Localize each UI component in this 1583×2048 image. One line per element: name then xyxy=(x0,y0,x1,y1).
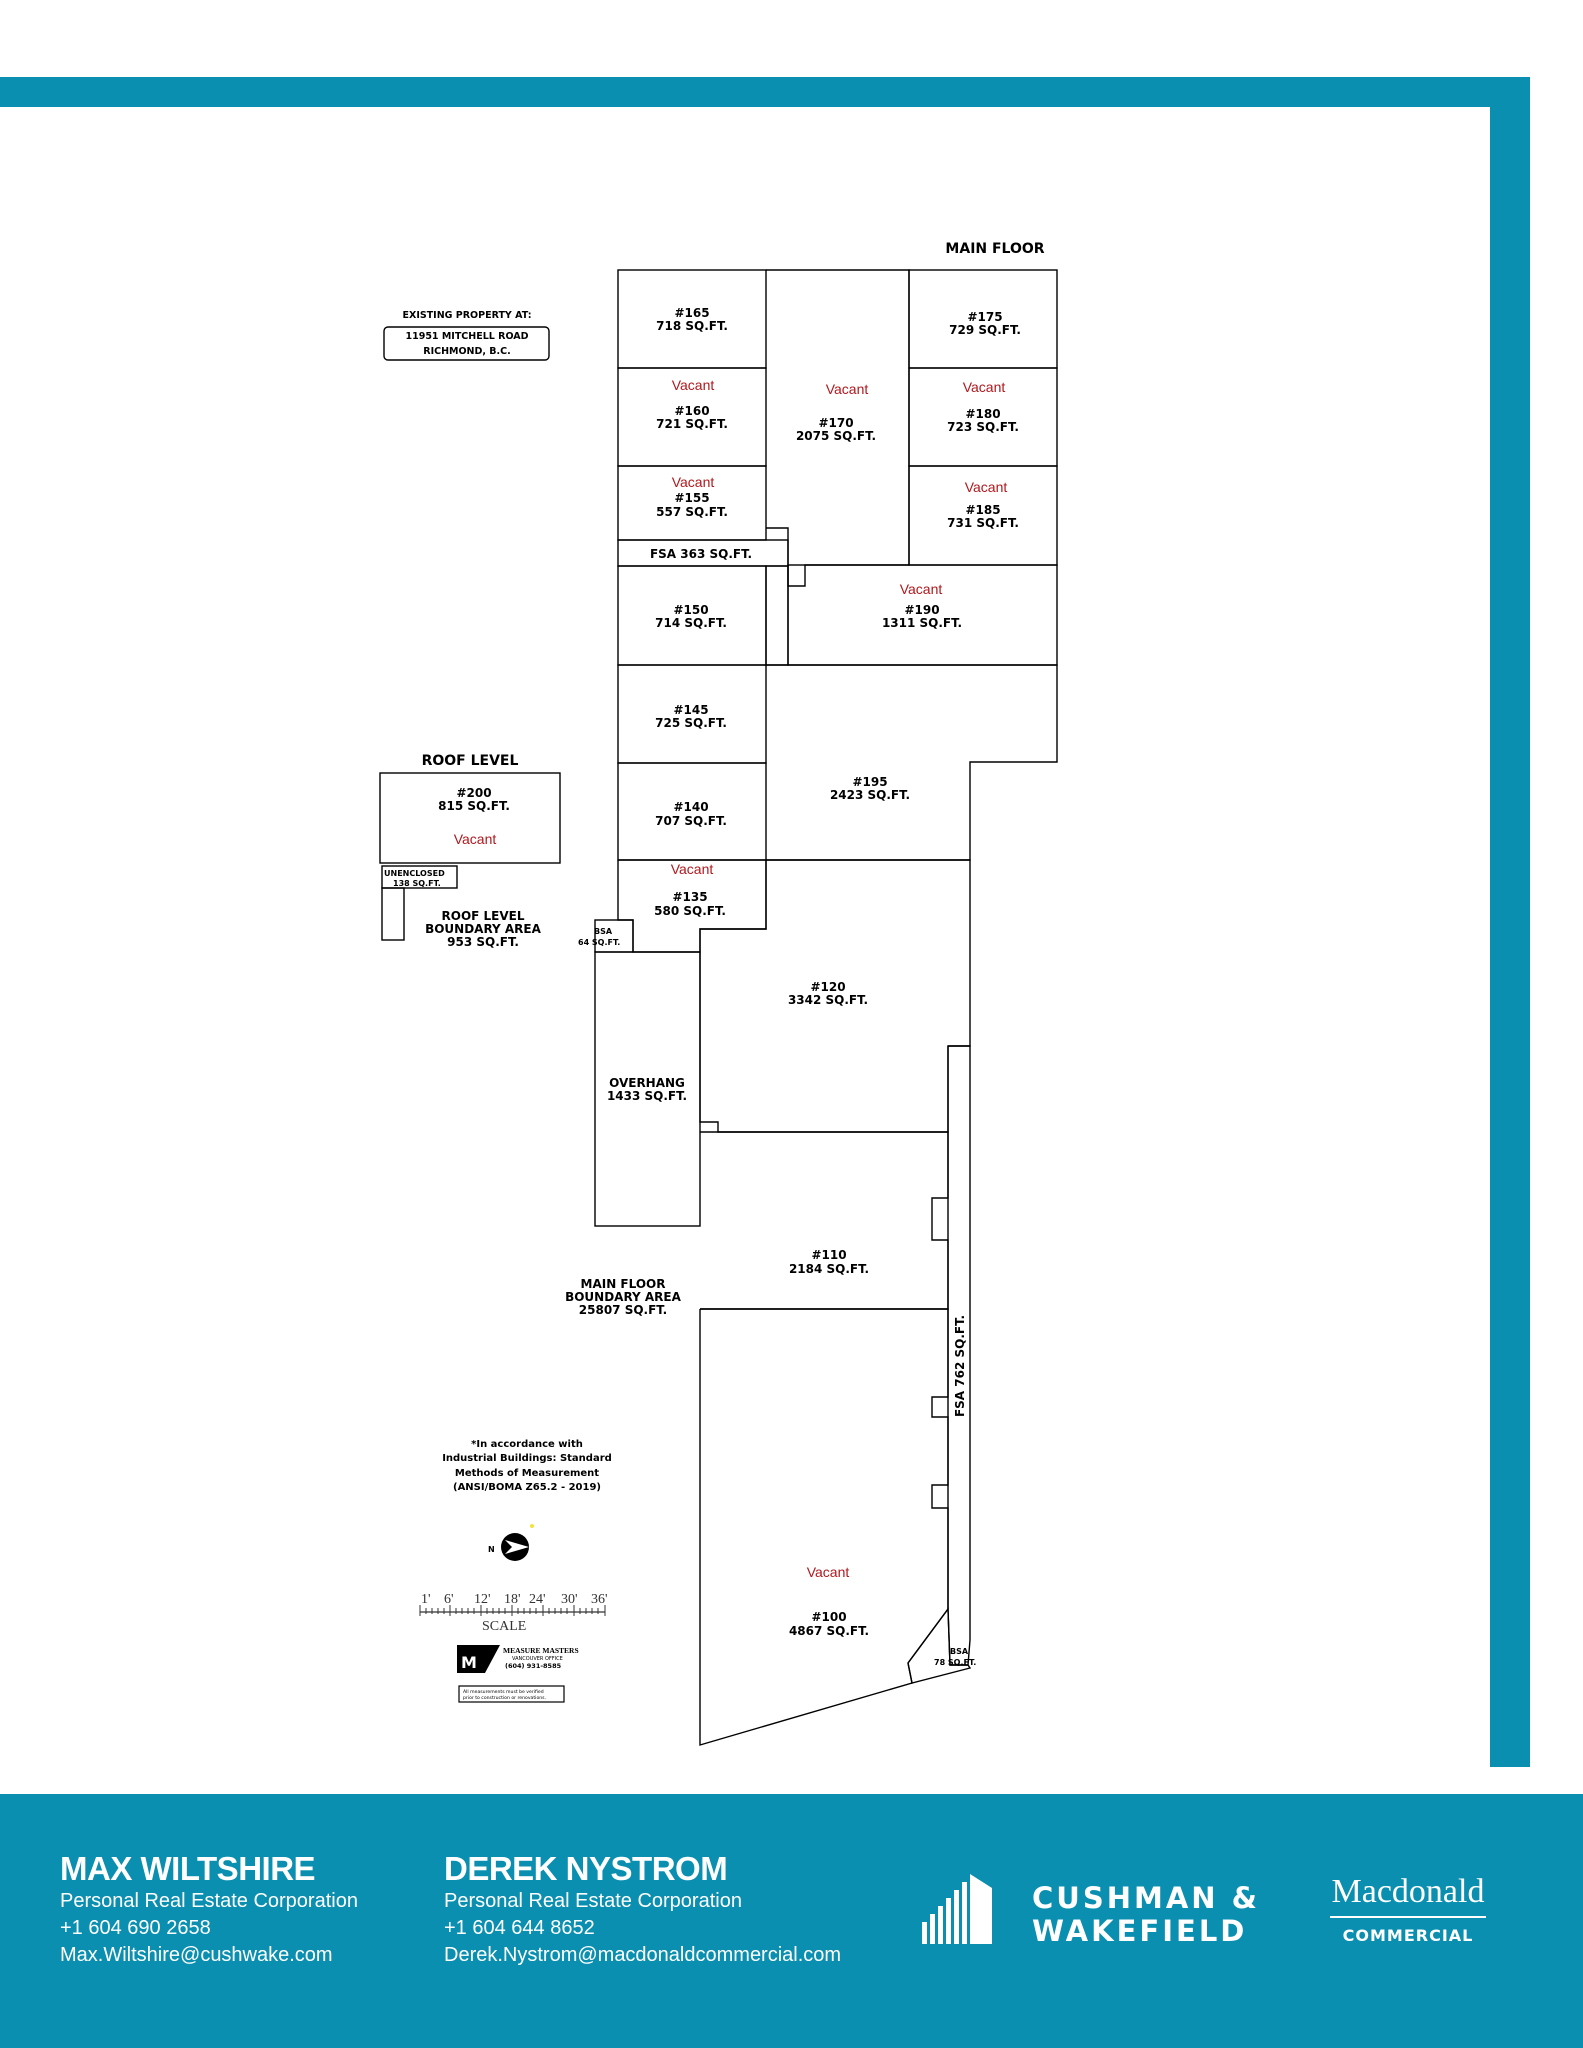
unit-185-number: #185 xyxy=(965,503,1001,517)
unit-135-vacant: Vacant xyxy=(670,861,714,877)
roof-boundary-line3: 953 SQ.FT. xyxy=(447,935,519,949)
roof-boundary-line1: ROOF LEVEL xyxy=(441,909,525,923)
main-boundary-line1: MAIN FLOOR xyxy=(580,1277,666,1291)
standard-note-line4: (ANSI/BOMA Z65.2 - 2019) xyxy=(453,1482,601,1493)
unit-120-number: #120 xyxy=(810,980,846,994)
unit-100-area: 4867 SQ.FT. xyxy=(788,1624,870,1638)
unit-140-area: 707 SQ.FT. xyxy=(655,814,727,828)
cw-line1: CUSHMAN & xyxy=(1032,1881,1260,1915)
overhang-label: OVERHANG xyxy=(609,1076,685,1090)
unit-155-vacant: Vacant xyxy=(671,474,715,490)
agent-phone[interactable]: +1 604 690 2658 xyxy=(60,1917,211,1939)
unit-135-area: 580 SQ.FT. xyxy=(654,904,726,918)
unit-200-vacant: Vacant xyxy=(453,831,497,847)
north-arrow-icon xyxy=(501,1524,534,1561)
unit-145-area: 725 SQ.FT. xyxy=(655,716,727,730)
fsa-363-label: FSA 363 SQ.FT. xyxy=(649,547,753,561)
standard-note-line3: Methods of Measurement xyxy=(454,1468,600,1479)
unit-185-area: 731 SQ.FT. xyxy=(947,516,1019,530)
disclaimer-line1: All measurements must be verified xyxy=(463,1690,544,1695)
unit-180-number: #180 xyxy=(965,407,1001,421)
unit-180-area: 723 SQ.FT. xyxy=(947,420,1019,434)
agent-derek-nystrom xyxy=(444,1850,841,1969)
agent-max-wiltshire xyxy=(60,1850,358,1969)
unit-195-area: 2423 SQ.FT. xyxy=(829,788,911,802)
standard-note-line1: *In accordance with xyxy=(471,1439,583,1450)
room-195 xyxy=(766,665,1057,860)
scale-tick-30: 30' xyxy=(561,1592,578,1607)
unit-185-vacant: Vacant xyxy=(964,479,1008,495)
mac-rule xyxy=(1330,1916,1486,1918)
unit-190-number: #190 xyxy=(904,603,940,617)
unit-160-number: #160 xyxy=(674,404,710,418)
bsa-64-area: 64 SQ.FT. xyxy=(578,938,621,947)
agent-email[interactable]: Derek.Nystrom@macdonaldcommercial.com xyxy=(444,1944,842,1966)
svg-text:M: M xyxy=(461,1653,477,1672)
agent-phone[interactable]: +1 604 644 8652 xyxy=(444,1917,595,1939)
unit-195-number: #195 xyxy=(852,775,888,789)
unit-145-number: #145 xyxy=(673,703,709,717)
agent-title: Personal Real Estate Corporation xyxy=(444,1890,742,1912)
bsa-78-label: BSA xyxy=(950,1647,969,1656)
main-boundary-line2: BOUNDARY AREA xyxy=(565,1290,681,1304)
scale-label: SCALE xyxy=(482,1619,527,1634)
unit-200-number: #200 xyxy=(456,786,492,800)
measure-masters-phone: (604) 931-8585 xyxy=(505,1662,562,1670)
unit-100-vacant: Vacant xyxy=(806,1564,850,1580)
scale-tick-6: 6' xyxy=(444,1592,454,1607)
unit-170-vacant: Vacant xyxy=(825,381,869,397)
scale-tick-18: 18' xyxy=(504,1592,521,1607)
unit-140-number: #140 xyxy=(673,800,709,814)
agent-email[interactable]: Max.Wiltshire@cushwake.com xyxy=(60,1944,333,1966)
address-line2: RICHMOND, B.C. xyxy=(423,346,511,357)
scale-tick-12: 12' xyxy=(474,1592,491,1607)
bsa-78-area: 78 SQ.FT. xyxy=(934,1658,977,1667)
overhang-area: 1433 SQ.FT. xyxy=(606,1089,688,1103)
unenclosed-area: 138 SQ.FT. xyxy=(393,879,441,888)
north-letter: N xyxy=(488,1545,495,1554)
room-110 xyxy=(700,1132,948,1309)
unit-100-number: #100 xyxy=(811,1610,847,1624)
cushman-wakefield-logo xyxy=(922,1874,1262,1954)
unit-170-number: #170 xyxy=(818,416,854,430)
room-bsa-64 xyxy=(595,920,633,952)
unit-150-number: #150 xyxy=(673,603,709,617)
measure-masters-logo-icon xyxy=(457,1645,500,1673)
cushman-wakefield-buildings-icon xyxy=(922,1874,992,1944)
scale-tick-36: 36' xyxy=(591,1592,608,1607)
property-heading: EXISTING PROPERTY AT: xyxy=(402,310,532,321)
unit-175-area: 729 SQ.FT. xyxy=(949,323,1021,337)
corridor-strip xyxy=(766,566,788,665)
unit-110-area: 2184 SQ.FT. xyxy=(788,1262,870,1276)
roof-boundary-line2: BOUNDARY AREA xyxy=(425,922,541,936)
unit-170-area: 2075 SQ.FT. xyxy=(795,429,877,443)
scale-tick-1: 1' xyxy=(421,1592,431,1607)
main-boundary-line3: 25807 SQ.FT. xyxy=(578,1303,668,1317)
unit-190-area: 1311 SQ.FT. xyxy=(881,616,963,630)
unit-155-number: #155 xyxy=(674,491,710,505)
roof-level-title: ROOF LEVEL xyxy=(421,753,519,769)
agent-name: DEREK NYSTROM xyxy=(444,1850,728,1887)
measure-masters-office: VANCOUVER OFFICE xyxy=(512,1656,563,1662)
address-line1: 11951 MITCHELL ROAD xyxy=(405,331,529,342)
unit-120-area: 3342 SQ.FT. xyxy=(787,993,869,1007)
unit-165-number: #165 xyxy=(674,306,710,320)
mac-sub: COMMERCIAL xyxy=(1342,1926,1474,1945)
fsa-762-label: FSA 762 SQ.FT. xyxy=(953,1314,967,1418)
room-bsa-78 xyxy=(908,1609,970,1683)
scale-tick-24: 24' xyxy=(529,1592,546,1607)
unit-150-area: 714 SQ.FT. xyxy=(655,616,727,630)
disclaimer-line2: prior to construction or renovations. xyxy=(463,1696,547,1701)
macdonald-commercial-logo xyxy=(1330,1874,1486,1945)
unit-165-area: 718 SQ.FT. xyxy=(656,319,728,333)
main-floor-title: MAIN FLOOR xyxy=(945,241,1045,257)
unenclosed-label: UNENCLOSED xyxy=(384,869,445,878)
bsa-64-label: BSA xyxy=(594,927,613,936)
agent-name: MAX WILTSHIRE xyxy=(60,1850,316,1887)
unit-110-number: #110 xyxy=(811,1248,847,1262)
unit-155-area: 557 SQ.FT. xyxy=(656,505,728,519)
measure-masters-name: MEASURE MASTERS xyxy=(503,1646,579,1655)
unit-135-number: #135 xyxy=(672,890,708,904)
unit-175-number: #175 xyxy=(967,310,1003,324)
roof-post xyxy=(382,888,404,940)
footer-contact-bar xyxy=(0,1794,1583,2048)
unit-190-vacant: Vacant xyxy=(899,581,943,597)
mac-name: Macdonald xyxy=(1331,1873,1485,1910)
unit-200-area: 815 SQ.FT. xyxy=(438,799,510,813)
unit-160-vacant: Vacant xyxy=(671,377,715,393)
agent-title: Personal Real Estate Corporation xyxy=(60,1890,358,1912)
unit-160-area: 721 SQ.FT. xyxy=(656,417,728,431)
unit-180-vacant: Vacant xyxy=(962,379,1006,395)
standard-note-line2: Industrial Buildings: Standard xyxy=(442,1453,612,1464)
cw-line2: WAKEFIELD xyxy=(1032,1914,1248,1948)
